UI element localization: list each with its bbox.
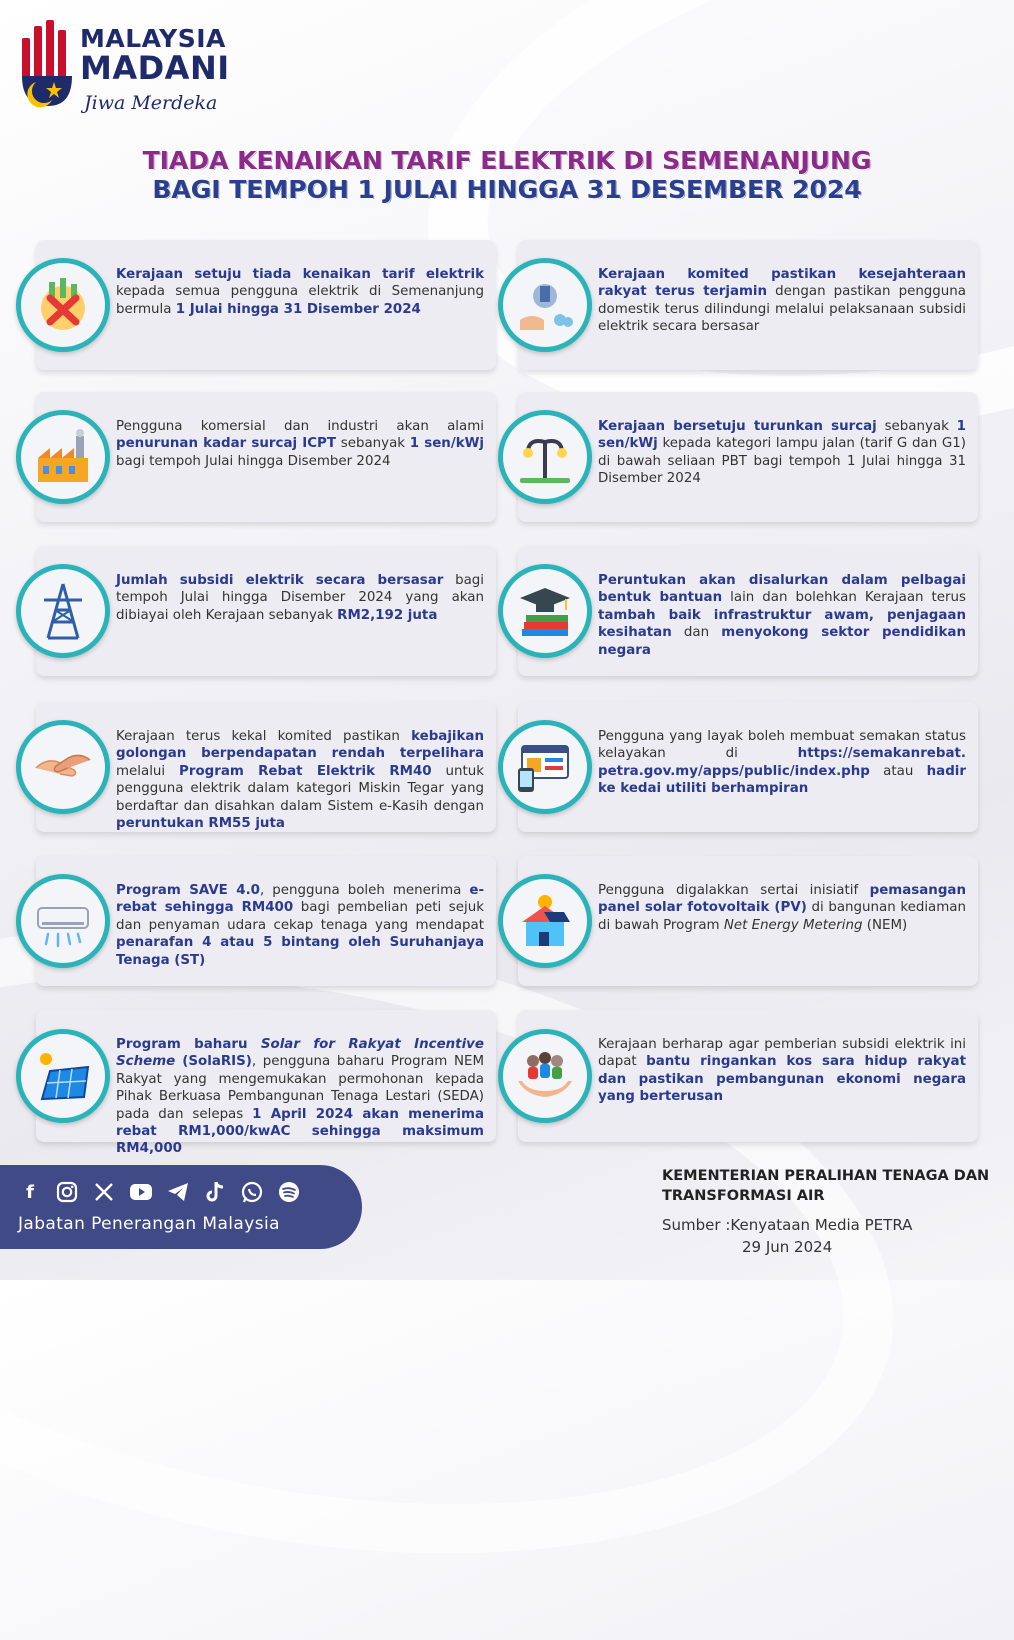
transmission-tower-icon (16, 564, 110, 658)
info-card-text (116, 418, 484, 470)
education-books-icon (498, 564, 592, 658)
highlight-text: kebajikan golongan berpendapatan rendah terpelihara (116, 729, 484, 762)
body-text: bagi pembelian peti sejuk dan penyaman udara cekap tenaga yang mendapat (116, 900, 484, 933)
facebook-icon[interactable]: f (26, 1181, 34, 1203)
body-text: Kerajaan terus kekal komited pastikan (116, 729, 412, 744)
highlight-text: 1 sen/kWj (598, 419, 966, 452)
body-text: Pengguna yang layak boleh membuat semakan status kelayakan di (598, 729, 966, 762)
info-card-text (598, 572, 966, 659)
body-text: , pengguna baharu Program NEM Rakyat yang mengemukakan permohonan kepada Pihak Berkuasa Pembangunan Tenaga Lestari (SEDA) pada dan selepas (116, 1054, 485, 1122)
info-card-text (598, 418, 966, 488)
whatsapp-icon[interactable] (240, 1180, 264, 1204)
tiktok-icon[interactable] (203, 1180, 227, 1204)
helping-hand-icon (16, 720, 110, 814)
department-name: Jabatan Penerangan Malaysia (18, 1214, 280, 1234)
info-card-text (116, 882, 484, 969)
date-text: 29 Jun 2024 (742, 1238, 833, 1256)
welfare-hands-icon (498, 258, 592, 352)
highlight-text: (SolaRIS) (175, 1054, 252, 1070)
body-text: di bangunan kediaman di bawah Program (598, 900, 966, 933)
highlight-text: hadir ke kedai utiliti berhampiran (598, 763, 966, 797)
highlight-text: Peruntukan akan disalurkan dalam pelbagai bentuk bantuan (598, 573, 966, 606)
social-icons (18, 1180, 301, 1204)
body-text: bagi tempoh Julai hingga Disember 2024 (116, 453, 391, 469)
highlight-text: Kerajaan bersetuju turunkan surcaj (598, 419, 877, 434)
highlight-text: Program Rebat Elektrik RM40 (179, 763, 432, 779)
instagram-icon[interactable] (55, 1180, 79, 1204)
body-text: Pengguna digalakkan sertai inisiatif (598, 883, 870, 898)
logo-line-2: MADANI (80, 49, 230, 87)
info-card-text (598, 728, 966, 798)
highlight-text: Program SAVE 4.0 (116, 883, 260, 898)
solar-panel-icon (16, 1029, 110, 1123)
highlight-text: 1 Julai hingga 31 Disember 2024 (175, 301, 421, 317)
highlight-text: penarafan 4 atau 5 bintang oleh Suruhanjaya Tenaga (ST) (116, 935, 484, 968)
madani-emblem-icon (18, 18, 76, 110)
info-card-text (116, 266, 484, 318)
body-text: melalui (116, 763, 180, 779)
solar-house-icon (498, 874, 592, 968)
people-hands-icon (498, 1029, 592, 1123)
highlight-text: Jumlah subsidi elektrik secara bersasar (116, 573, 444, 588)
highlight-text: penurunan kadar surcaj ICPT (116, 436, 336, 452)
highlight-text: tambah baik infrastruktur awam, penjagaan kesihatan (598, 607, 966, 641)
highlight-text: pemasangan panel solar fotovoltaik (PV) (598, 883, 966, 916)
highlight-text: https://semakanrebat. petra.gov.my/apps/public/index.php (598, 746, 966, 779)
highlight-text: bantu ringankan kos sara hidup rakyat dan pastikan pembangunan ekonomi negara yang berterusan (598, 1054, 966, 1105)
website-device-icon (498, 720, 592, 814)
logo-line-1: MALAYSIA (80, 24, 226, 53)
highlight-text: Kerajaan setuju tiada kenaikan tarif elektrik (116, 267, 484, 282)
body-text: (NEM) (862, 917, 908, 933)
page-title (0, 146, 1014, 204)
body-text: lain dan bolehkan Kerajaan terus (722, 590, 966, 606)
footer-band (0, 1165, 362, 1249)
meter-no-increase-icon (16, 258, 110, 352)
highlight-text: e-rebat sehingga RM400 (116, 883, 484, 916)
highlight-text: Program baharu (116, 1037, 261, 1052)
spotify-icon[interactable] (277, 1180, 301, 1204)
highlight-text: 1 April 2024 akan menerima rebat RM1,000/kwAC sehingga maksimum RM4,000 (116, 1106, 484, 1157)
info-card-text (116, 572, 484, 624)
source-text: Sumber :Kenyataan Media PETRA (662, 1216, 913, 1234)
body-text: dan (671, 625, 722, 641)
telegram-icon[interactable] (166, 1180, 190, 1204)
body-text: untuk pengguna elektrik dalam kategori Miskin Tegar yang berdaftar dan disahkan dalam Sistem e-Kasih dengan (116, 763, 484, 814)
body-text: sebanyak (876, 419, 957, 434)
info-card-text (116, 1036, 484, 1158)
body-text: dengan pastikan pengguna domestik terus dilindungi melalui pelaksanaan subsidi elektrik secara bersasar (598, 284, 966, 335)
body-text: , pengguna boleh menerima (259, 883, 470, 898)
malaysia-madani-logo (18, 18, 248, 118)
ministry-name: KEMENTERIAN PERALIHAN TENAGA DAN TRANSFORMASI AIR (662, 1168, 990, 1204)
body-text: Kerajaan berharap agar pemberian subsidi elektrik ini dapat (598, 1037, 966, 1070)
highlight-text: Kerajaan komited pastikan kesejahteraan rakyat terus terjamin (598, 267, 966, 300)
highlight-text: 1 sen/kWj (409, 436, 484, 452)
body-text: bagi tempoh Julai hingga Disember 2024 yang akan dibiayai oleh Kerajaan sebanyak (116, 573, 485, 623)
info-card-text (116, 728, 484, 832)
info-card-text (598, 882, 966, 934)
body-text: kepada semua pengguna elektrik di Semenanjung bermula (116, 284, 484, 317)
title-line-1: TIADA KENAIKAN TARIF ELEKTRIK DI SEMENANJUNG (142, 146, 872, 175)
street-lamp-icon (498, 410, 592, 504)
air-conditioner-icon (16, 874, 110, 968)
highlight-text: menyokong sektor pendidikan negara (598, 625, 966, 658)
youtube-icon[interactable] (129, 1180, 153, 1204)
highlight-text: peruntukan RM55 juta (116, 816, 285, 832)
title-line-2: BAGI TEMPOH 1 JULAI HINGGA 31 DESEMBER 2024 (152, 175, 862, 204)
body-text: sebanyak (336, 436, 410, 452)
highlight-text: Solar for Rakyat Incentive Scheme (116, 1037, 484, 1070)
body-text: Pengguna komersial dan industri akan alami (116, 419, 484, 434)
body-text: Net Energy Metering (723, 917, 863, 933)
logo-tagline: Jiwa Merdeka (84, 92, 218, 114)
highlight-text: RM2,192 juta (337, 607, 438, 623)
info-card-text (598, 266, 966, 336)
x-icon[interactable] (92, 1180, 116, 1204)
info-card-text (598, 1036, 966, 1106)
body-text: atau (869, 763, 927, 779)
factory-icon (16, 410, 110, 504)
body-text: kepada kategori lampu jalan (tarif G dan G1) di bawah seliaan PBT bagi tempoh 1 Julai hingga 31 Disember 2024 (598, 436, 966, 487)
